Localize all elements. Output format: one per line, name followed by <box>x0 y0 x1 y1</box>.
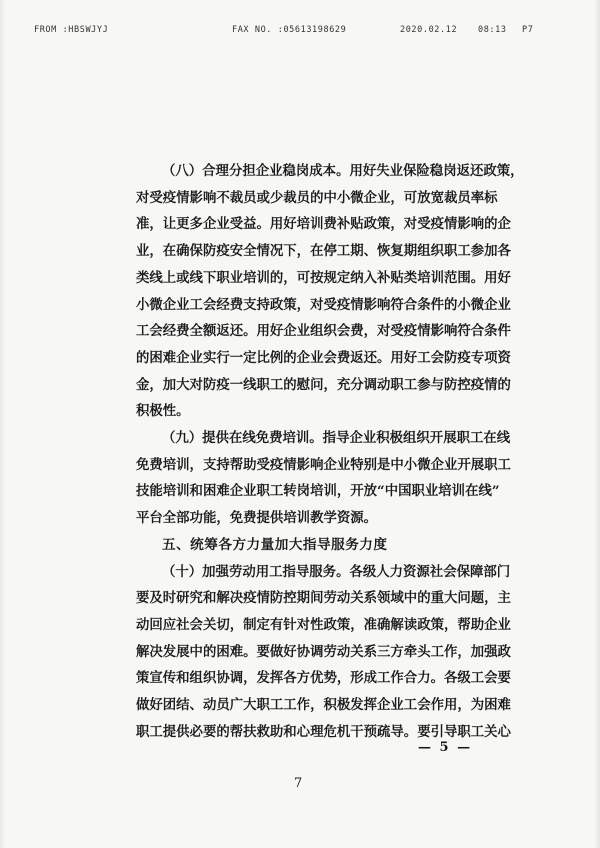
fax-page-indicator: P7 <box>522 25 534 35</box>
document-body <box>136 158 524 745</box>
fax-number: FAX NO. :05613198629 <box>232 25 347 35</box>
document-page-number: — 5 — <box>418 740 473 755</box>
paragraph-line: （九）提供在线免费培训。指导企业积极组织开展职工在线 <box>162 430 511 447</box>
paragraph-line: 平台全部功能，免费提供培训教学资源。 <box>136 510 378 527</box>
paragraph-line: 类线上或线下职业培训的，可按规定纳入补贴类培训范围。用好 <box>136 269 511 286</box>
paragraph-line: 小微企业工会经费支持政策，对受疫情影响符合条件的小微企业 <box>136 296 511 313</box>
paragraph-line: 要及时研究和解决疫情防控期间劳动关系领域中的重大问题，主 <box>136 590 511 607</box>
fax-sheet-number: 7 <box>294 776 303 791</box>
paragraph-line: 金，加大对防疫一线职工的慰问，充分调动职工参与防控疫情的 <box>136 376 511 393</box>
paragraph-line: 策宣传和组织协调，发挥各方优势，形成工作合力。各级工会要 <box>136 670 511 687</box>
fax-time: 08:13 <box>478 25 507 35</box>
paragraph-line: 做好团结、动员广大职工工作，积极发挥企业工会作用，为困难 <box>136 697 511 714</box>
paragraph-line: 的困难企业实行一定比例的企业会费返还。用好工会防疫专项资 <box>136 349 511 366</box>
paragraph-line: 解决发展中的困难。要做好协调劳动关系三方牵头工作，加强政 <box>136 643 511 660</box>
paragraph-line: 职工提供必要的帮扶救助和心理危机干预疏导。要引导职工关心 <box>136 723 511 740</box>
fax-from: FROM :HBSWJYJ <box>34 25 109 35</box>
paragraph-line: 技能培训和困难企业职工转岗培训，开放“中国职业培训在线” <box>136 483 500 500</box>
paragraph-line: 对受疫情影响不裁员或少裁员的中小微企业，可放宽裁员率标 <box>136 189 498 206</box>
paragraph-line: 积极性。 <box>136 403 190 420</box>
paragraph-line: （十）加强劳动用工指导服务。各级人力资源社会保障部门 <box>162 563 511 580</box>
paragraph-line: 免费培训，支持帮助受疫情影响企业特别是中小微企业开展职工 <box>136 456 511 473</box>
paragraph-line: 工会经费全额返还。用好企业组织会费，对受疫情影响符合条件 <box>136 323 511 340</box>
paragraph-line: 业，在确保防疫安全情况下，在停工期、恢复期组织职工参加各 <box>136 243 511 260</box>
section-heading: 五、统筹各方力量加大指导服务力度 <box>162 536 388 553</box>
paragraph-line: 动回应社会关切，制定有针对性政策，准确解读政策，帮助企业 <box>136 616 511 633</box>
fax-header <box>34 25 566 39</box>
paragraph-line: （八）合理分担企业稳岗成本。用好失业保险稳岗返还政策， <box>162 163 524 179</box>
fax-date: 2020.02.12 <box>400 25 458 35</box>
paragraph-line: 准，让更多企业受益。用好培训费补贴政策，对受疫情影响的企 <box>136 216 511 233</box>
